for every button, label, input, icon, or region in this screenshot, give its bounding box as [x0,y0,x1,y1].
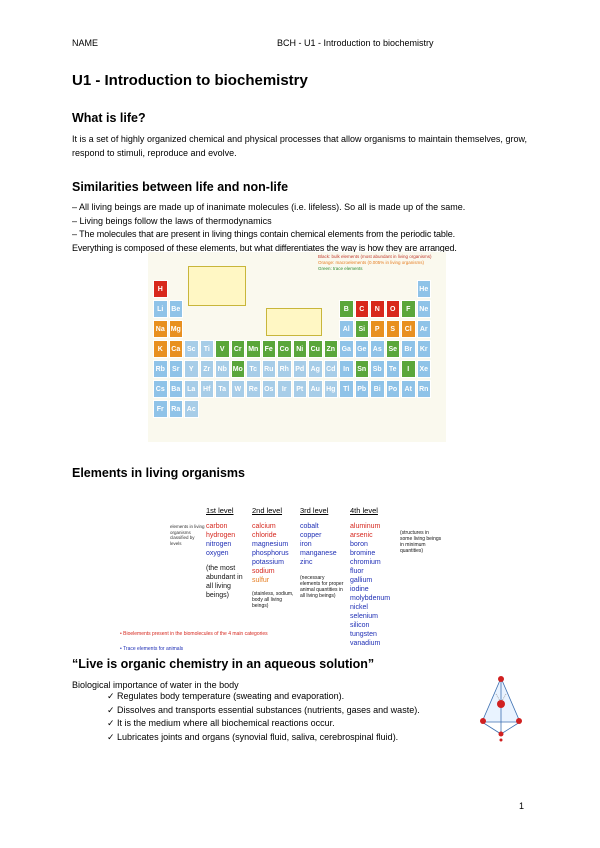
element-cell-tl: Tl [339,380,354,398]
element-cell-fr: Fr [153,400,168,418]
similarities-list [72,201,527,255]
element-cell-sb: Sb [370,360,385,378]
element-selenium: selenium [350,613,379,620]
element-vanadium: vanadium [350,640,381,647]
element-cell-he: He [417,280,432,298]
element-iodine: iodine [350,586,369,593]
header-name: NAME [72,38,99,48]
element-cell-mg: Mg [169,320,184,338]
element-cell-in: In [339,360,354,378]
element-cell-ba: Ba [169,380,184,398]
element-cell-i: I [401,360,416,378]
element-cell-rb: Rb [153,360,168,378]
levels-left-note: elements in living organisms classified by levels [170,524,205,546]
level-3-header: 3rd level [300,506,329,515]
element-cell-ag: Ag [308,360,323,378]
element-nickel: nickel [350,604,368,611]
element-cell-au: Au [308,380,323,398]
element-cell-re: Re [246,380,261,398]
level-4-list [350,522,390,648]
element-cell-mo: Mo [231,360,246,378]
check-item: ✓ Lubricates joints and organs (synovial fluid, saliva, cerebrospinal fluid). [107,732,399,742]
element-cell-te: Te [386,360,401,378]
element-bromine: bromine [350,550,376,557]
element-cell-sc: Sc [184,340,199,358]
header-course: BCH - U1 - Introduction to biochemistry [277,38,434,48]
footnote-trace-text: Trace elements for animals [123,646,184,652]
element-cell-cd: Cd [324,360,339,378]
list-item: – Living beings follow the laws of thermodynamics [72,215,272,226]
level-3-list [300,522,346,599]
element-cell-hf: Hf [200,380,215,398]
element-cell-ge: Ge [355,340,370,358]
level-1-list [206,522,246,600]
element-cell-po: Po [386,380,401,398]
level-2-list [252,522,296,609]
element-tungsten: tungsten [350,631,377,638]
element-cell-c: C [355,300,370,318]
legend-macro: Orange: macroelements (0.005% in living organisms) [318,260,425,265]
element-cell-be: Be [169,300,184,318]
element-nitrogen: nitrogen [206,541,232,548]
element-cell-pb: Pb [355,380,370,398]
element-molybdenum: molybdenum [350,595,391,602]
water-intro: Biological importance of water in the body [72,680,239,690]
element-hydrogen: hydrogen [206,532,236,539]
element-cell-pt: Pt [293,380,308,398]
element-cell-xe: Xe [417,360,432,378]
check-item: ✓ Dissolves and transports essential substances (nutrients, gases and waste). [107,705,420,715]
heading-what-is-life: What is life? [72,111,146,125]
element-iron: iron [300,541,312,548]
element-cell-ac: Ac [184,400,199,418]
footnote-bioelements-text: Bioelements present in the biomolecules of the 4 main categories [123,631,268,637]
legend-trace: Green: trace elements [318,266,363,271]
heading-organic-chemistry: “Live is organic chemistry in an aqueous solution” [72,657,375,671]
element-fluor: fluor [350,568,364,575]
note-box-left [188,266,246,306]
element-cell-sn: Sn [355,360,370,378]
level-2-header: 2nd level [252,506,283,515]
level-1-note: (the most abundant in all living beings) [206,565,243,599]
element-cell-sr: Sr [169,360,184,378]
element-sulfur: sulfur [252,577,270,584]
element-cell-ti: Ti [200,340,215,358]
water-tetrahedron-illustration [478,674,524,744]
element-arsenic: arsenic [350,532,373,539]
element-cell-ni: Ni [293,340,308,358]
element-cell-cr: Cr [231,340,246,358]
element-cobalt: cobalt [300,523,319,530]
element-cell-o: O [386,300,401,318]
element-cell-al: Al [339,320,354,338]
legend-bulk: Black: bulk elements (most abundant in living organisms) [318,254,432,259]
element-cell-hg: Hg [324,380,339,398]
element-cell-y: Y [184,360,199,378]
element-chloride: chloride [252,532,277,539]
element-cell-mn: Mn [246,340,261,358]
periodic-table-figure [148,252,446,442]
element-cell-h: H [153,280,168,298]
list-item: – The molecules that are present in living things contain chemical elements from the periodic table. [72,229,456,239]
element-cell-ne: Ne [417,300,432,318]
level-3-note: (necessary elements for proper animal quantities in all living beings) [300,575,344,599]
level-1-header: 1st level [206,506,234,515]
paragraph-what-is-life: It is a set of highly organized chemical and physical processes that allow organisms to maintain themselves, grow, respond to stimuli, reproduce and evolve. [72,134,527,158]
level-4-header: 4th level [350,506,378,515]
element-potassium: potassium [252,559,284,566]
element-cell-li: Li [153,300,168,318]
page-number: 1 [519,801,525,811]
element-cell-f: F [401,300,416,318]
element-gallium: gallium [350,577,373,584]
element-phosphorus: phosphorus [252,550,289,557]
element-cell-ca: Ca [169,340,184,358]
element-cell-cl: Cl [401,320,416,338]
element-cell-bi: Bi [370,380,385,398]
element-cell-zr: Zr [200,360,215,378]
element-aluminum: aluminum [350,523,381,530]
element-cell-n: N [370,300,385,318]
element-cell-zn: Zn [324,340,339,358]
element-silicon: silicon [350,622,370,629]
element-chromium: chromium [350,559,381,566]
element-cell-la: La [184,380,199,398]
element-cell-w: W [231,380,246,398]
figure-legend [318,254,432,272]
element-cell-nb: Nb [215,360,230,378]
element-cell-k: K [153,340,168,358]
element-cell-at: At [401,380,416,398]
element-magnesium: magnesium [252,541,289,548]
footnote-trace: • Trace elements for animals [120,646,184,652]
check-item: ✓ It is the medium where all biochemical reactions occur. [107,718,335,728]
element-cell-co: Co [277,340,292,358]
element-carbon: carbon [206,523,228,530]
check-item: ✓ Regulates body temperature (sweating and evaporation). [107,691,345,701]
element-cell-rn: Rn [417,380,432,398]
list-item: – All living beings are made up of inanimate molecules (i.e. lifeless). So all is made up of the same. [72,202,466,212]
element-cell-ga: Ga [339,340,354,358]
element-cell-cs: Cs [153,380,168,398]
element-zinc: zinc [300,559,313,566]
element-manganese: manganese [300,550,337,557]
heading-similarities: Similarities between life and non-life [72,180,289,194]
element-cell-ta: Ta [215,380,230,398]
element-cell-pd: Pd [293,360,308,378]
element-cell-s: S [386,320,401,338]
element-cell-v: V [215,340,230,358]
element-cell-b: B [339,300,354,318]
element-copper: copper [300,532,322,539]
level-2-note: (stainless, sodium, body all living beings) [252,591,294,609]
element-cell-se: Se [386,340,401,358]
element-cell-os: Os [262,380,277,398]
element-cell-si: Si [355,320,370,338]
element-calcium: calcium [252,523,276,530]
heading-elements-living: Elements in living organisms [72,466,245,480]
element-cell-ar: Ar [417,320,432,338]
note-box-middle [266,308,322,336]
element-boron: boron [350,541,368,548]
element-cell-ir: Ir [277,380,292,398]
levels-right-note: (structures in some living beings in minimum quantities) [400,530,442,554]
list-item: Everything is composed of these elements, but what differentiates the way is how they are arranged. [72,242,457,253]
element-cell-rh: Rh [277,360,292,378]
element-cell-as: As [370,340,385,358]
element-cell-fe: Fe [262,340,277,358]
element-cell-cu: Cu [308,340,323,358]
element-cell-ru: Ru [262,360,277,378]
element-cell-ra: Ra [169,400,184,418]
page-title: U1 - Introduction to biochemistry [72,72,308,89]
element-cell-kr: Kr [417,340,432,358]
element-cell-na: Na [153,320,168,338]
element-cell-tc: Tc [246,360,261,378]
element-sodium: sodium [252,568,275,575]
element-oxygen: oxygen [206,550,229,557]
element-cell-p: P [370,320,385,338]
element-cell-br: Br [401,340,416,358]
footnote-bioelements: • Bioelements present in the biomolecules of the 4 main categories [120,631,268,637]
